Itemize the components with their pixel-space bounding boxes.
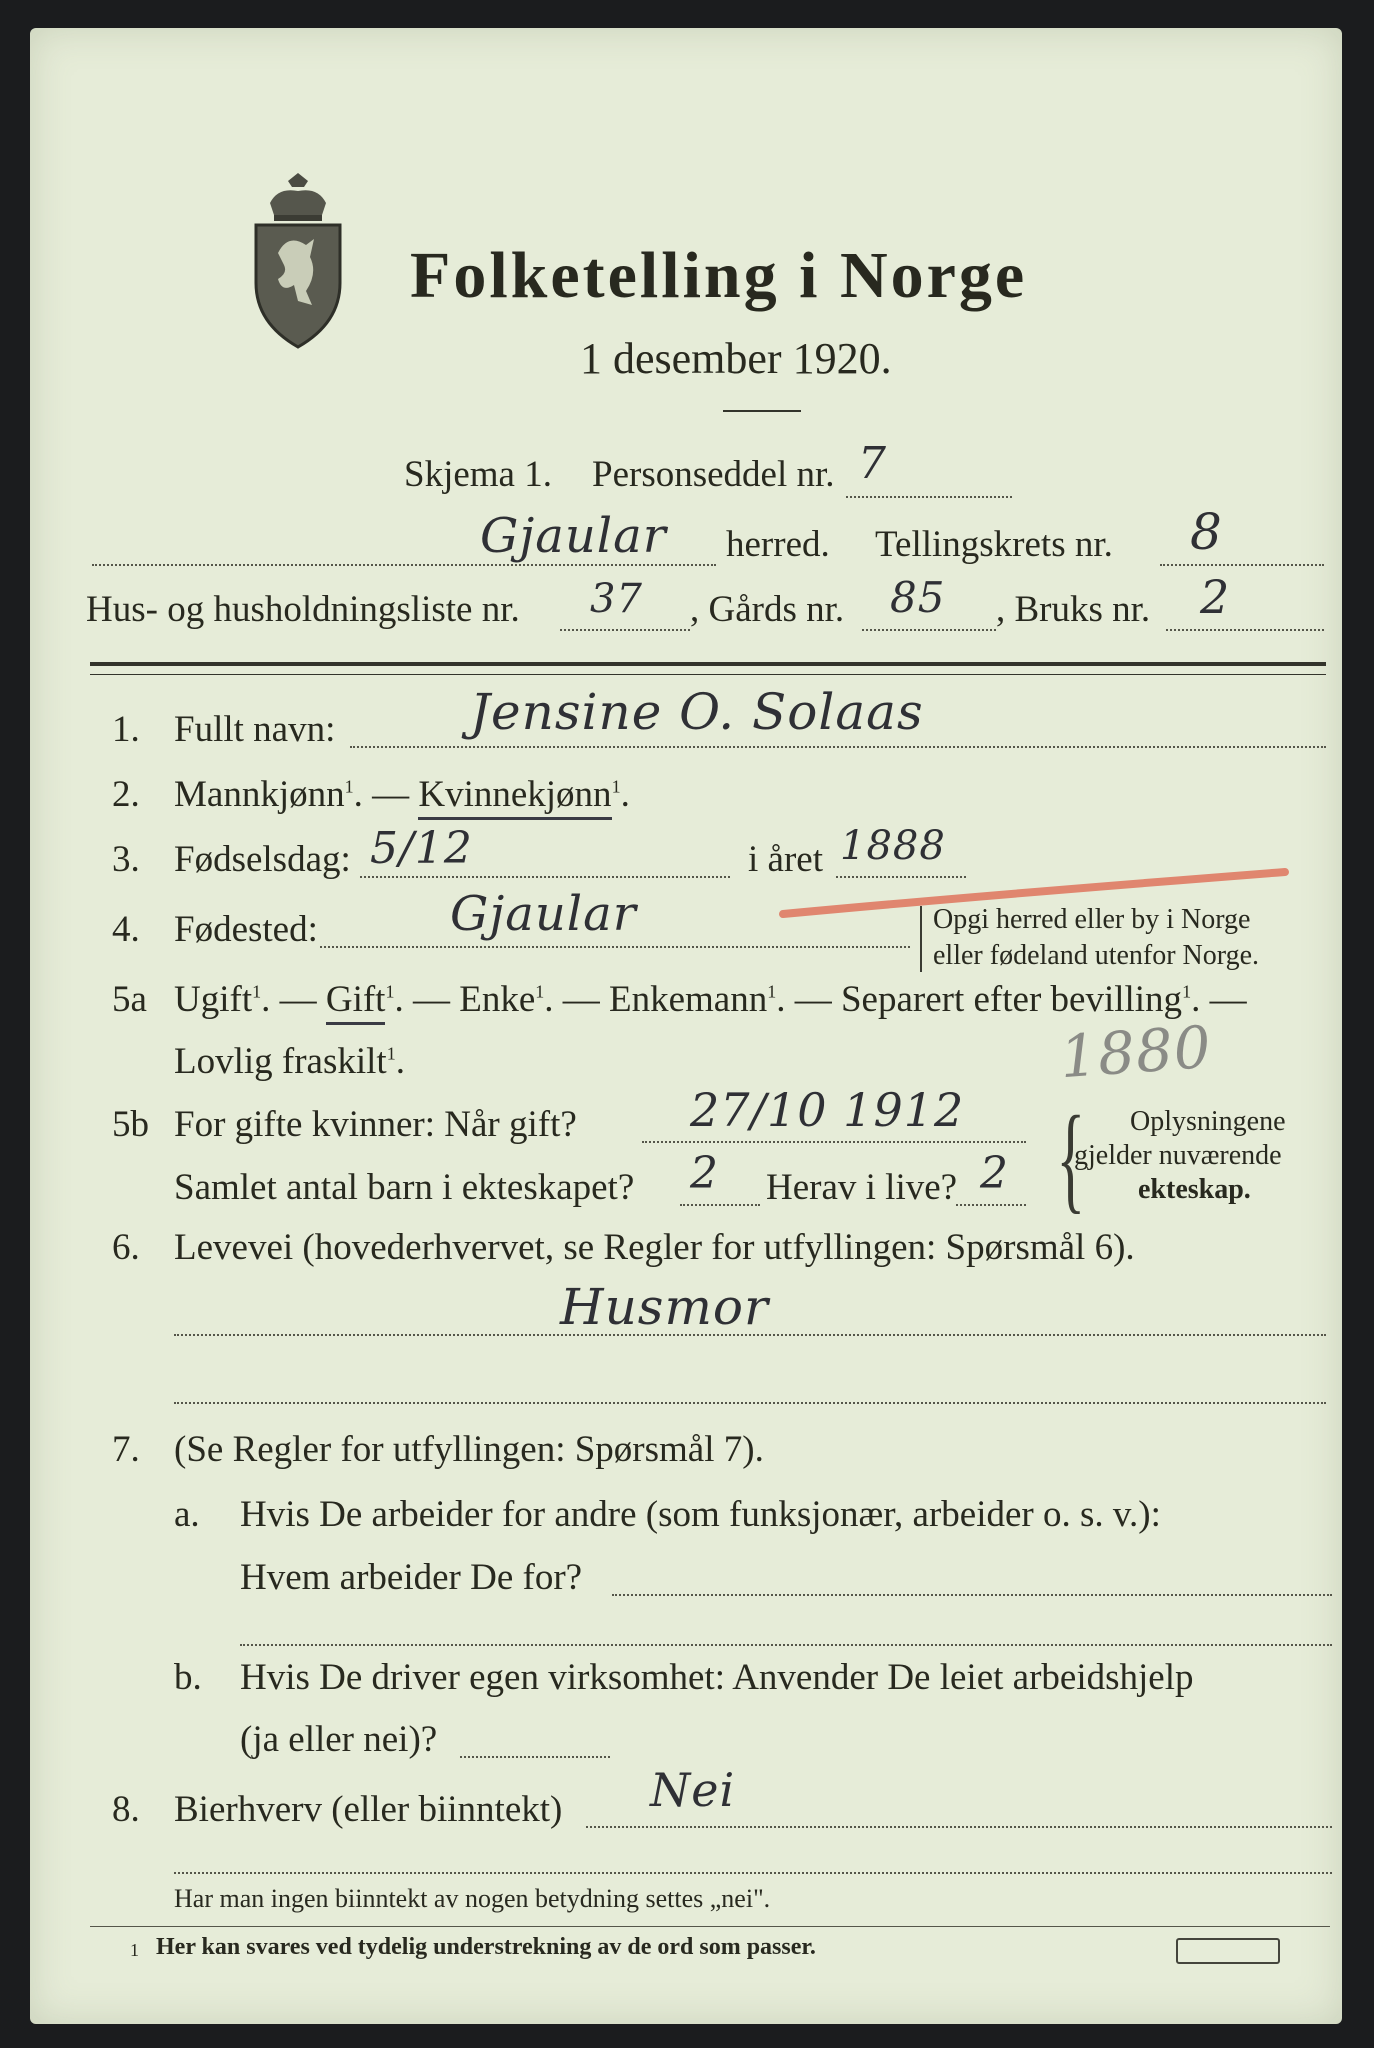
husholdningsliste-value: 37 (590, 576, 643, 622)
q4-line (320, 946, 910, 948)
q7a-line1 (612, 1594, 1332, 1596)
q6-label: Levevei (hovederhvervet, se Regler for utfyllingen: Spørsmål 6). (174, 1227, 1135, 1268)
q5b-barn-label: Samlet antal barn i ekteskapet? (174, 1167, 635, 1208)
q3-year-value: 1888 (840, 823, 946, 869)
q5b-value: 27/10 1912 (690, 1083, 965, 1137)
q5a-ugift-option: Ugift (174, 979, 253, 1020)
q5a-margin-note: 1880 (1057, 1012, 1214, 1092)
herred-label: herred. (726, 524, 830, 565)
personseddel-label: Personseddel nr. (592, 454, 835, 495)
census-form (30, 28, 1342, 2024)
q5b-note-line3: ekteskap. (1138, 1174, 1251, 1205)
q5b-barn-line (680, 1204, 760, 1206)
skjema-label: Skjema 1. (404, 454, 552, 495)
q7b-question: (ja eller nei)? (240, 1719, 438, 1760)
q5a-number: 5a (112, 979, 147, 1020)
bruks-value: 2 (1200, 570, 1231, 624)
q6-value: Husmor (560, 1278, 769, 1336)
gards-label: , Gårds nr. (690, 589, 845, 630)
q5a-lovlig-option: Lovlig fraskilt$^1$. (174, 1041, 405, 1082)
q7a-number: a. (174, 1494, 200, 1535)
q7b-text: Hvis De driver egen virksomhet: Anvender De leiet arbeidshjelp (240, 1657, 1194, 1698)
coat-of-arms-icon (248, 173, 348, 349)
q5a-enke-option: Enke (459, 979, 536, 1020)
q2-line-text: Mannkjønn$^1$. — Kvinnekjønn$^1$. (174, 773, 630, 816)
q8-value: Nei (650, 1763, 736, 1817)
q3-label: Fødselsdag: (174, 839, 351, 880)
personseddel-value: 7 (858, 438, 887, 489)
q2-number: 2. (112, 774, 140, 815)
q5b-number: 5b (112, 1104, 149, 1145)
q1-value: Jensine O. Solaas (470, 683, 924, 741)
q6-line2 (174, 1402, 1326, 1404)
gards-line (862, 629, 996, 631)
title-divider (723, 410, 801, 412)
q2-end: . (620, 774, 630, 815)
q4-label: Fødested: (174, 909, 318, 950)
q2-kvinne-option: Kvinnekjønn (418, 774, 611, 820)
tellingskrets-value: 8 (1190, 503, 1223, 561)
q5a-enkemann-option: Enkemann (609, 979, 768, 1020)
q3-number: 3. (112, 839, 140, 880)
tellingskrets-line (1160, 564, 1324, 566)
q5a-options: Ugift$^1$. — Gift$^1$. — Enke$^1$. — Enkemann$^1$. — Separert efter bevilling$^1$. — (174, 978, 1247, 1021)
q7-number: 7. (112, 1429, 140, 1470)
gards-value: 85 (890, 573, 946, 622)
q5b-live-line (956, 1204, 1026, 1206)
q5a-separator: . — (261, 979, 317, 1020)
q2-separator: . — (353, 774, 410, 815)
q5b-note-line2 (1074, 1140, 1282, 1172)
bruks-label: , Bruks nr. (996, 589, 1151, 630)
q4-note-line2: eller fødeland utenfor Norge. (933, 940, 1260, 971)
personseddel-line (846, 496, 1012, 498)
q5b-note-brace: { (1056, 1091, 1086, 1224)
husholdningsliste-line (560, 629, 690, 631)
q4-number: 4. (112, 909, 140, 950)
q6-line1 (174, 1334, 1326, 1336)
q5b-line (642, 1141, 1026, 1143)
q7a-line2 (240, 1644, 1332, 1646)
tellingskrets-label: Tellingskrets nr. (875, 524, 1113, 565)
q5b-label: For gifte kvinner: Når gift? (174, 1104, 577, 1145)
footnote-mark: 1 (130, 1940, 139, 1960)
q5b-barn-value: 2 (690, 1148, 719, 1199)
q3-value: 5/12 (370, 823, 473, 874)
q7a-text: Hvis De arbeider for andre (som funksjonær, arbeider o. s. v.): (240, 1494, 1161, 1535)
q5a-separator: . — (544, 979, 600, 1020)
q4-value: Gjaular (450, 886, 637, 942)
q7b-line (460, 1756, 610, 1758)
q5b-note-line1: Oplysningene (1130, 1106, 1286, 1137)
q1-line (350, 746, 1326, 748)
section-divider-thin (90, 674, 1326, 675)
herred-line (92, 564, 716, 566)
q5b-live-value: 2 (980, 1148, 1009, 1199)
q7b-number: b. (174, 1657, 202, 1698)
q5a-separator: . — (1191, 979, 1247, 1020)
q6-number: 6. (112, 1227, 140, 1268)
q2-mann-option: Mannkjønn (174, 774, 345, 815)
husholdningsliste-label: Hus- og husholdningsliste nr. (86, 589, 520, 630)
q8-number: 8. (112, 1789, 140, 1830)
q7-label: (Se Regler for utfyllingen: Spørsmål 7). (174, 1429, 764, 1470)
q5a-lovlig-text: Lovlig fraskilt (174, 1041, 387, 1082)
q5a-separator: . — (776, 979, 832, 1020)
q3-line (360, 876, 730, 878)
footer-note: Har man ingen biinntekt av nogen betydning settes „nei". (174, 1884, 771, 1913)
footnote-text: Her kan svares ved tydelig understrekning av de ord som passer. (156, 1934, 816, 1960)
bruks-line (1166, 629, 1324, 631)
q8-line2 (174, 1872, 1332, 1874)
q5a-separator: . — (394, 979, 450, 1020)
q3-year-label: i året (748, 839, 823, 880)
footer-rule (90, 1926, 1330, 1927)
q8-label: Bierhverv (eller biinntekt) (174, 1789, 563, 1830)
q5a-separert-option: Separert efter bevilling (840, 979, 1183, 1020)
herred-value: Gjaular (480, 508, 667, 564)
q4-note-bracket (920, 906, 926, 972)
q5b-live-label: Herav i live? (766, 1167, 958, 1208)
q4-note-line1: Opgi herred eller by i Norge (933, 904, 1251, 935)
census-date: 1 desember 1920. (580, 334, 892, 383)
printer-stamp (1176, 1938, 1280, 1964)
form-title: Folketelling i Norge (410, 239, 1028, 312)
section-divider (90, 662, 1326, 666)
q1-label: Fullt navn: (174, 709, 336, 750)
q1-number: 1. (112, 709, 140, 750)
q8-line (586, 1826, 1332, 1828)
q5a-gift-option: Gift (326, 979, 386, 1025)
q5b-note-line2-text: gjelder nuværende (1074, 1140, 1282, 1171)
q7a-question: Hvem arbeider De for? (240, 1557, 583, 1598)
